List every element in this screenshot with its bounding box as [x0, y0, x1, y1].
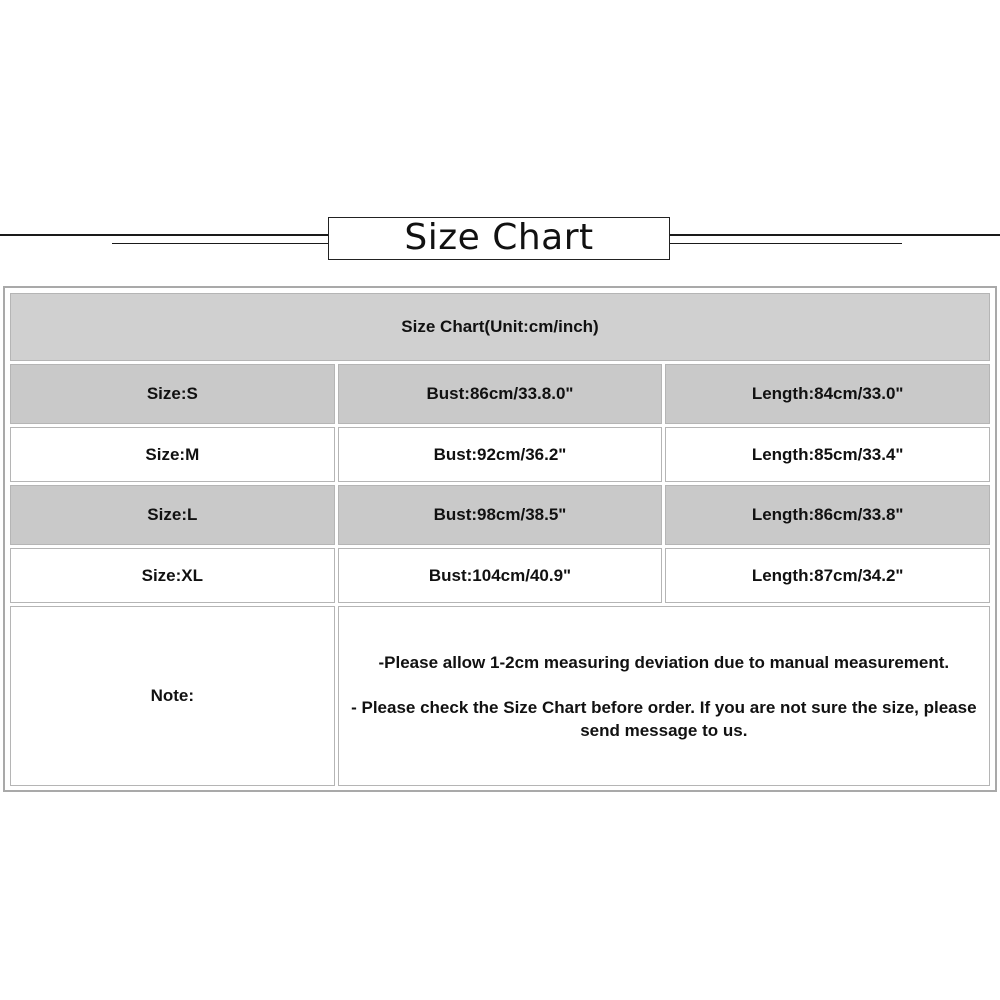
size-chart-table [7, 290, 993, 789]
table-caption: Size Chart(Unit:cm/inch) [10, 293, 990, 361]
size-chart-table-frame [3, 286, 997, 792]
size-cell: Size:M [10, 427, 335, 482]
table-row [10, 364, 990, 424]
banner-rule-left [0, 234, 330, 236]
banner-rule-left-inner [112, 243, 330, 244]
table-header-row [10, 293, 990, 361]
size-cell: Size:L [10, 485, 335, 545]
length-cell: Length:85cm/33.4" [665, 427, 990, 482]
size-cell: Size:XL [10, 548, 335, 603]
note-line: - Please check the Size Chart before order. If you are not sure the size, please send message to us. [351, 697, 977, 740]
note-line: -Please allow 1-2cm measuring deviation due to manual measurement. [378, 652, 950, 672]
bust-cell: Bust:92cm/36.2" [338, 427, 663, 482]
note-body [338, 606, 990, 786]
table-row [10, 485, 990, 545]
banner-rule-right-inner [670, 243, 902, 244]
bust-cell: Bust:98cm/38.5" [338, 485, 663, 545]
note-row [10, 606, 990, 786]
bust-cell: Bust:86cm/33.8.0" [338, 364, 663, 424]
banner-rule-right [670, 234, 1000, 236]
size-cell: Size:S [10, 364, 335, 424]
table-row [10, 427, 990, 482]
length-cell: Length:86cm/33.8" [665, 485, 990, 545]
length-cell: Length:87cm/34.2" [665, 548, 990, 603]
page-title: Size Chart [404, 216, 594, 258]
length-cell: Length:84cm/33.0" [665, 364, 990, 424]
note-label: Note: [10, 606, 335, 786]
table-row [10, 548, 990, 603]
banner-title-box [328, 217, 670, 260]
bust-cell: Bust:104cm/40.9" [338, 548, 663, 603]
